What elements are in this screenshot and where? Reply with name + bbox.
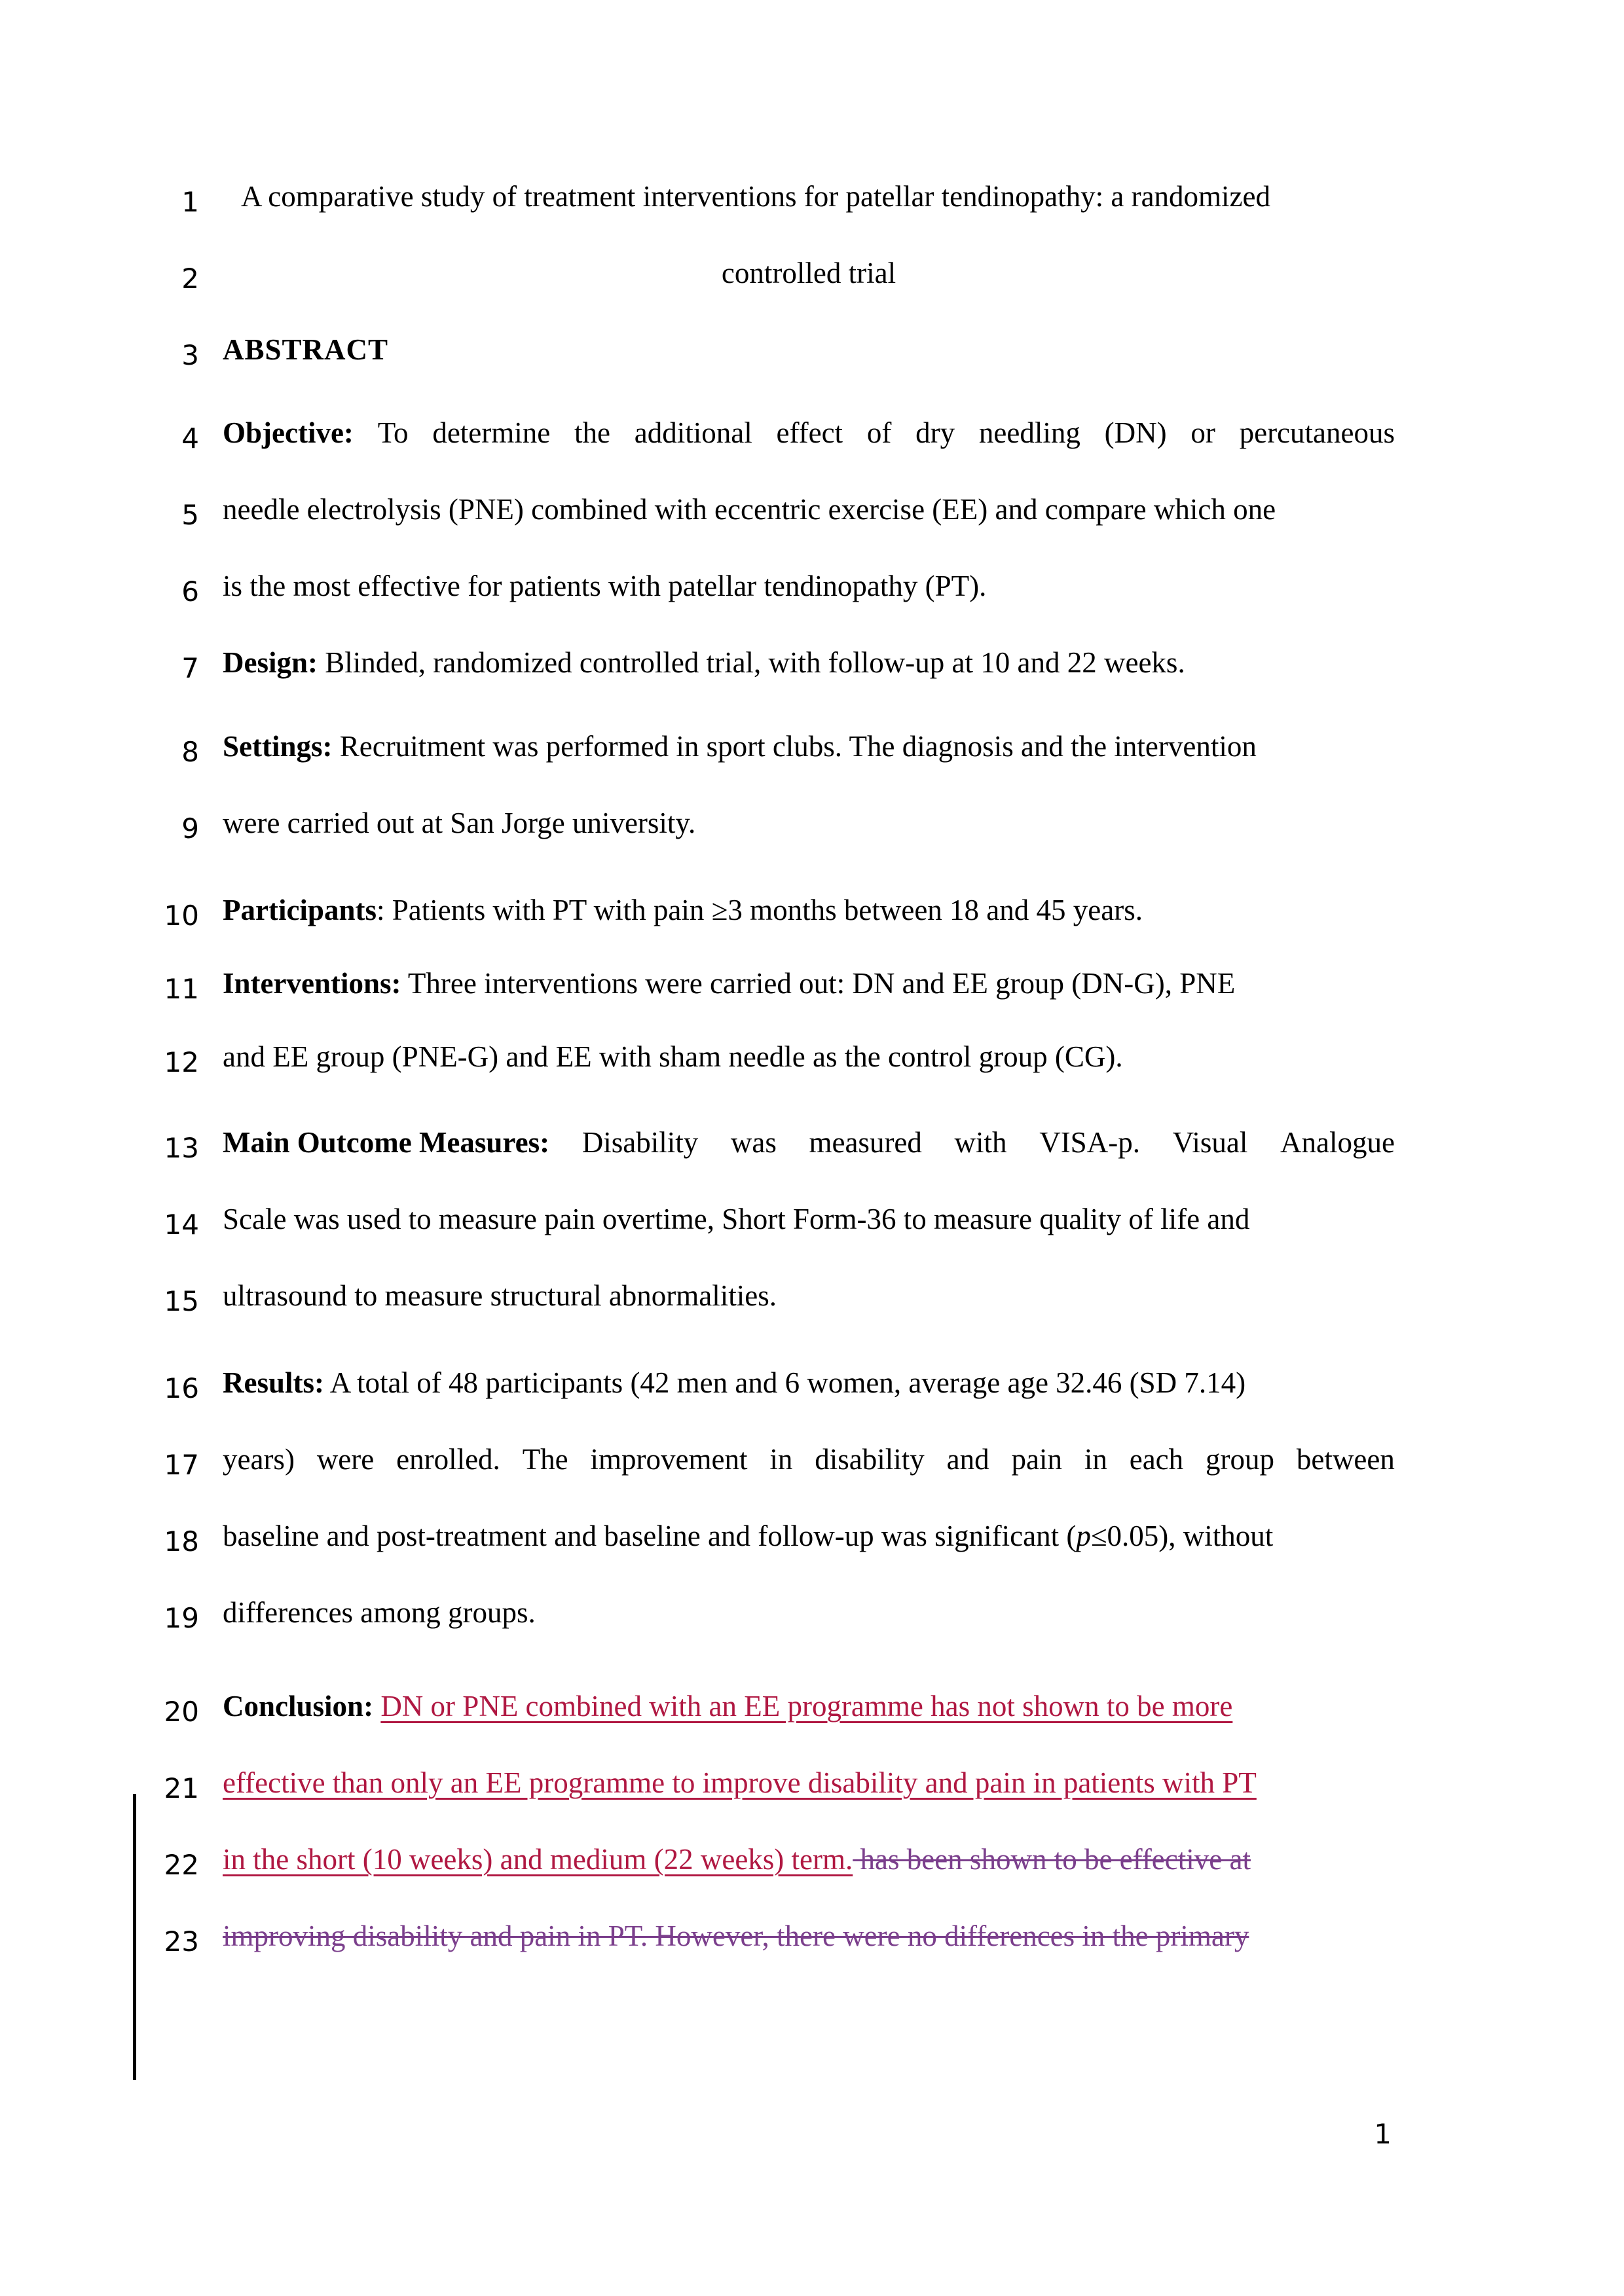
objective-line-1: [223, 418, 1395, 448]
text-line: [181, 413, 1395, 490]
line-number: 15: [164, 1285, 199, 1317]
text-line: [164, 1763, 1395, 1840]
word: of: [866, 416, 892, 449]
text-line: [164, 1123, 1395, 1199]
interventions-label: Interventions:: [223, 967, 401, 1000]
conclusion-label: Conclusion:: [223, 1690, 374, 1722]
word: in: [1084, 1443, 1107, 1476]
results-line-3: [223, 1522, 1395, 1551]
text-line: [181, 727, 1395, 803]
line-number: 10: [164, 900, 199, 932]
inserted-text: in the short (10 weeks) and medium (22 weeks) term.: [223, 1843, 853, 1876]
interventions-line-2: and EE group (PNE-G) and EE with sham needle as the control group (CG).: [223, 1040, 1123, 1073]
line-number: 6: [181, 575, 199, 608]
line-number: 9: [181, 812, 199, 845]
text-line: [164, 1199, 1395, 1276]
participants-label: Participants: [223, 894, 377, 926]
deleted-text: improving disability and pain in PT. However, there were no differences in the primary: [223, 1920, 1249, 1952]
text-line: [181, 253, 1395, 330]
text-line: [164, 1686, 1395, 1763]
inserted-text: effective than only an EE programme to improve disability and pain in patients with PT: [223, 1766, 1257, 1799]
text-line: [164, 1840, 1395, 1916]
conclusion-line-1: [223, 1692, 1395, 1721]
word: each: [1129, 1443, 1184, 1476]
text-line: [164, 1593, 1395, 1686]
text-line: [181, 490, 1395, 566]
word: with: [954, 1126, 1007, 1159]
text-line: [181, 330, 1395, 413]
word: and: [946, 1443, 989, 1476]
settings-text: Recruitment was performed in sport clubs. The diagnosis and the intervention: [339, 730, 1257, 763]
participants-line-1: [223, 896, 1395, 925]
word: effect: [776, 416, 843, 449]
results-line-2: [223, 1445, 1395, 1474]
outcome-line-3: ultrasound to measure structural abnormalities.: [223, 1279, 777, 1312]
objective-label: Objective:: [223, 416, 354, 449]
interventions-line-1: [223, 969, 1395, 998]
results-text-a: baseline and post-treatment and baseline and follow-up was significant (: [223, 1520, 1077, 1552]
word: between: [1296, 1443, 1395, 1476]
word: VISA-p.: [1039, 1126, 1140, 1159]
text-line: [164, 1276, 1395, 1363]
outcome-line-2: Scale was used to measure pain overtime, Short Form-36 to measure quality of life and: [223, 1203, 1250, 1235]
line-number: 16: [164, 1372, 199, 1404]
word: pain: [1011, 1443, 1062, 1476]
word: or: [1190, 416, 1215, 449]
word: Analogue: [1280, 1126, 1395, 1159]
text-line: [164, 1363, 1395, 1440]
results-label: Results:: [223, 1366, 324, 1399]
conclusion-line-3: [223, 1845, 1395, 1874]
results-line-1: [223, 1368, 1395, 1398]
line-number: 2: [181, 263, 199, 295]
line-number: 5: [181, 499, 199, 531]
line-number: 18: [164, 1525, 199, 1558]
word: the: [574, 416, 610, 449]
line-number: 20: [164, 1696, 199, 1728]
line-number: 17: [164, 1449, 199, 1481]
text-line: [181, 643, 1395, 727]
text-line: [164, 1516, 1395, 1593]
line-number: 19: [164, 1602, 199, 1634]
design-label: Design:: [223, 646, 318, 679]
line-number: 23: [164, 1925, 199, 1958]
line-number: 11: [164, 973, 199, 1005]
objective-line-2: needle electrolysis (PNE) combined with eccentric exercise (EE) and compare which one: [223, 493, 1276, 526]
word: were: [316, 1443, 375, 1476]
settings-line-2: were carried out at San Jorge university.: [223, 807, 696, 839]
title-line-1: A comparative study of treatment interventions for patellar tendinopathy: a randomized: [241, 180, 1270, 213]
word: To: [377, 416, 409, 449]
line-number: 21: [164, 1772, 199, 1804]
design-line-1: [223, 648, 1395, 678]
text-line: [164, 1916, 1395, 1993]
line-number: 4: [181, 422, 199, 454]
line-number: 13: [164, 1132, 199, 1164]
word: Disability: [581, 1126, 699, 1159]
word: group: [1206, 1443, 1275, 1476]
word: The: [522, 1443, 568, 1476]
line-number: 14: [164, 1209, 199, 1241]
objective-line-3: is the most effective for patients with patellar tendinopathy (PT).: [223, 570, 987, 602]
line-number: 1: [181, 186, 199, 218]
word: years): [223, 1443, 295, 1476]
outcome-line-1: [223, 1128, 1395, 1157]
text-line: [164, 964, 1395, 1037]
settings-label: Settings:: [223, 730, 333, 763]
text-line: [164, 1037, 1395, 1123]
abstract-body: [164, 177, 1395, 1993]
text-line: [181, 566, 1395, 643]
text-line: [181, 803, 1395, 890]
results-text: A total of 48 participants (42 men and 6 women, average age 32.46 (SD 7.14): [329, 1366, 1246, 1399]
word: (DN): [1104, 416, 1167, 449]
word: additional: [634, 416, 752, 449]
word: dry: [915, 416, 955, 449]
line-number: 7: [181, 652, 199, 684]
title-line-2: controlled trial: [721, 257, 896, 289]
line-number: 12: [164, 1046, 199, 1078]
line-number: 22: [164, 1849, 199, 1881]
results-text-b: ≤0.05), without: [1090, 1520, 1274, 1552]
line-number: 3: [181, 339, 199, 371]
word: enrolled.: [396, 1443, 500, 1476]
word: percutaneous: [1239, 416, 1395, 449]
word: determine: [432, 416, 551, 449]
text-line: [164, 890, 1395, 964]
page-number: 1: [1374, 2118, 1392, 2150]
text-line: [181, 177, 1395, 253]
p-value-symbol: p: [1076, 1520, 1091, 1552]
design-text: Blinded, randomized controlled trial, with follow-up at 10 and 22 weeks.: [325, 646, 1185, 679]
settings-line-1: [223, 732, 1395, 761]
inserted-text: DN or PNE combined with an EE programme has not shown to be more: [380, 1690, 1233, 1722]
word: Visual: [1172, 1126, 1248, 1159]
word: needling: [978, 416, 1080, 449]
section-heading-abstract: ABSTRACT: [223, 333, 389, 366]
revision-change-bar: [133, 1794, 136, 2080]
deleted-text: has been shown to be effective at: [853, 1843, 1251, 1876]
interventions-text: Three interventions were carried out: DN and EE group (DN-G), PNE: [407, 967, 1236, 1000]
word: was: [730, 1126, 777, 1159]
word: measured: [809, 1126, 922, 1159]
word: in: [769, 1443, 793, 1476]
results-line-4: differences among groups.: [223, 1596, 536, 1629]
outcome-label: Main Outcome Measures:: [223, 1126, 550, 1159]
participants-text: : Patients with PT with pain ≥3 months between 18 and 45 years.: [376, 894, 1143, 926]
text-line: [164, 1440, 1395, 1516]
word: improvement: [590, 1443, 748, 1476]
word: disability: [815, 1443, 925, 1476]
line-number: 8: [181, 736, 199, 768]
